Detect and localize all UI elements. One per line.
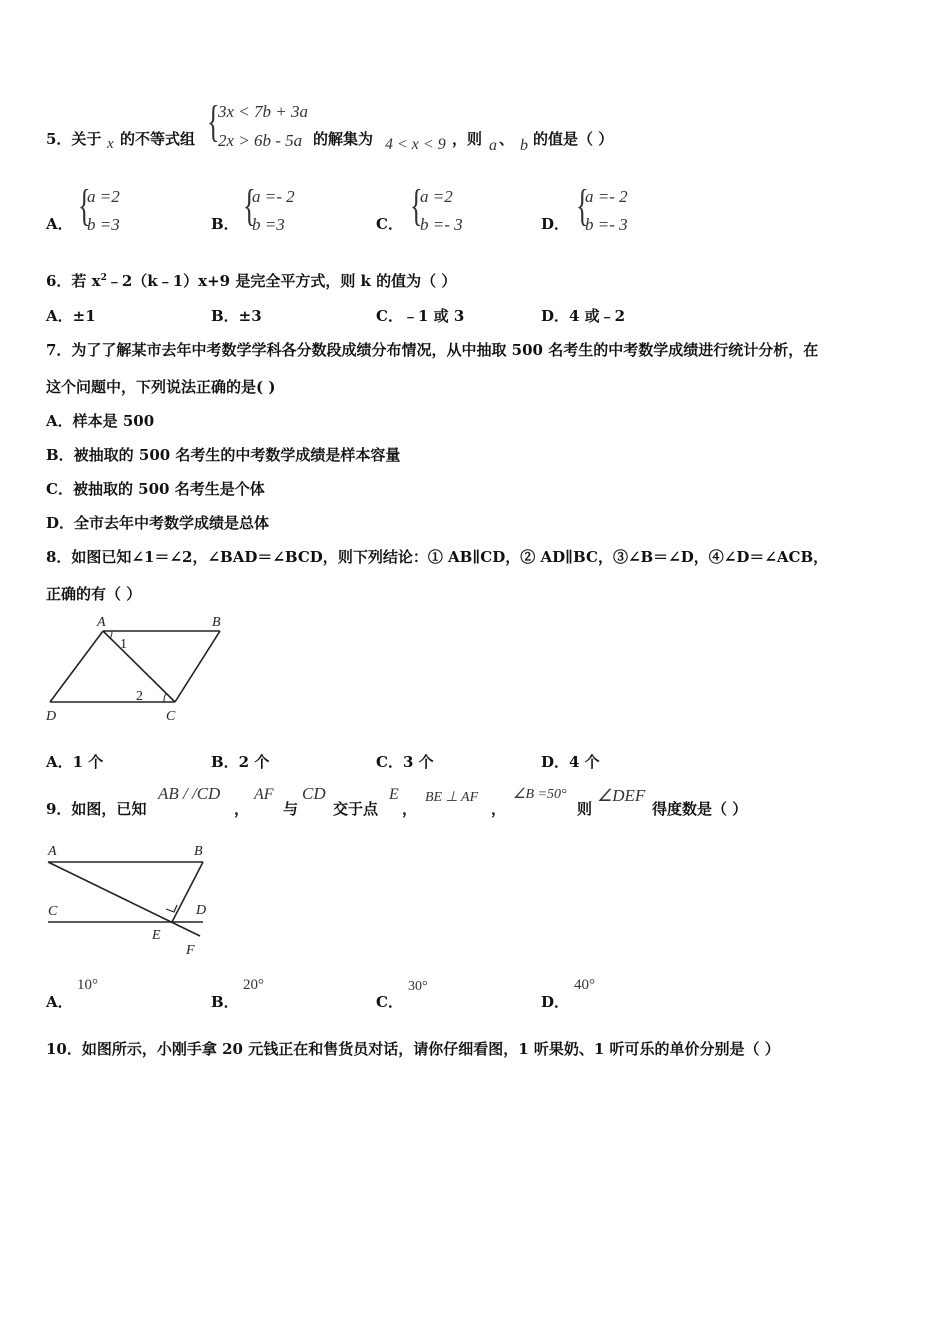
q9-suffix: 得度数是（ ） [652, 800, 748, 818]
q5-option-a-line-2: b =3 [87, 215, 120, 234]
q5-option-c-line-1: a =2 [420, 187, 453, 206]
angle-2-label: 2 [136, 689, 143, 704]
q9-option-c-label: C． [376, 993, 403, 1011]
segment-cb [175, 631, 220, 702]
q5-text-3: ，则 [452, 130, 483, 148]
q9-comma-3: ， [491, 800, 507, 818]
q9-option-a-value: 10° [77, 977, 98, 993]
q10-stem: 10．如图所示，小刚手拿 20 元钱正在和售货员对话，请你仔细看图，1 听果奶、1 听可乐的单价分别是（ ） [46, 1040, 780, 1058]
q9-option-d-label: D． [541, 993, 570, 1011]
point-a-label: A [97, 615, 106, 630]
q9-angle-b: ∠B =50° [513, 787, 567, 802]
q8-option-c[interactable]: C．3 个 [376, 753, 434, 771]
q6-option-a[interactable]: A．±1 [46, 307, 96, 325]
q8-stem-line-1: 8．如图已知∠1＝∠2，∠BAD＝∠BCD，则下列结论：① AB∥CD，② AD∥BC，③∠B＝∠D，④∠D＝∠ACB， [46, 548, 829, 566]
q9-comma-1: ， [234, 800, 250, 818]
q5-system-line-1: 3x < 7b + 3a [218, 102, 308, 121]
q9-af: AF [254, 786, 274, 803]
q9-parallel-lines-figure [40, 838, 220, 963]
q6-stem-sup: 2 [100, 273, 107, 283]
angle-1-label: 1 [120, 637, 127, 652]
q6-option-d[interactable]: D．4 或﹣2 [541, 307, 626, 325]
q5-text-2: 的解集为 [313, 130, 374, 148]
q7-option-c[interactable]: C．被抽取的 500 名考生是个体 [46, 480, 265, 498]
q5-text-4: 的值是（ ） [533, 130, 614, 148]
q7-stem-line-1: 7．为了了解某市去年中考数学学科各分数段成绩分布情况，从中抽取 500 名考生的中考数学成绩进行统计分析，在 [46, 341, 819, 359]
point-c-label: C [166, 709, 176, 724]
q9-point-d-label: D [196, 903, 207, 918]
q8-option-b[interactable]: B．2 个 [211, 753, 270, 771]
q5-option-d-line-1: a =- 2 [585, 187, 628, 206]
q9-option-b-value: 20° [243, 977, 264, 993]
q5-option-d-brace: { [576, 181, 589, 230]
q5-option-c-line-2: b =- 3 [420, 215, 463, 234]
q5-var-x: x [107, 136, 114, 152]
q9-point-c-label: C [48, 904, 58, 919]
q5-option-c-brace: { [410, 181, 423, 230]
q5-option-b-brace: { [243, 181, 256, 230]
q9-point-e: E [389, 786, 399, 803]
q5-system-brace: { [207, 97, 220, 146]
q6-option-c[interactable]: C．﹣1 或 3 [376, 307, 465, 325]
q6-stem-a: 6．若 x [46, 272, 101, 290]
q9-option-c-value: 30° [408, 979, 428, 994]
q9-angle-def: ∠DEF [597, 786, 646, 805]
angle-2-arc [164, 694, 167, 702]
q9-point-b-label: B [194, 844, 203, 859]
q9-option-b-label: B． [211, 993, 239, 1011]
q8-stem-line-2: 正确的有（ ） [46, 585, 142, 603]
q5-text-1: 的不等式组 [120, 130, 196, 148]
q9-option-d-value: 40° [574, 977, 595, 993]
q5-option-b-line-1: a =- 2 [252, 187, 295, 206]
q9-then: 则 [577, 800, 593, 818]
q7-option-b[interactable]: B．被抽取的 500 名考生的中考数学成绩是样本容量 [46, 446, 401, 464]
q5-solution-set: 4 < x < 9 [385, 136, 446, 153]
q9-ab-parallel-cd: AB / /CD [158, 784, 221, 803]
q9-option-a-label: A． [46, 993, 73, 1011]
q9-prefix: 9．如图，已知 [46, 800, 147, 818]
segment-ad [50, 631, 103, 702]
point-d-label: D [46, 709, 57, 724]
q7-option-a[interactable]: A．样本是 500 [46, 412, 155, 430]
q5-option-b-label: B． [211, 215, 239, 233]
right-angle-marker [166, 905, 177, 912]
q6-option-b[interactable]: B．±3 [211, 307, 262, 325]
q5-option-d-line-2: b =- 3 [585, 215, 628, 234]
q6-stem-b: ﹣2（k﹣1）x+9 是完全平方式，则 k 的值为（ ） [106, 272, 457, 290]
q8-option-a[interactable]: A．1 个 [46, 753, 104, 771]
q5-var-a: a [489, 137, 497, 154]
q9-be-perp-af: BE ⊥ AF [425, 790, 479, 805]
q6-stem [46, 270, 456, 291]
q8-option-d[interactable]: D．4 个 [541, 753, 600, 771]
q7-stem-line-2: 这个问题中，下列说法正确的是( ) [46, 378, 276, 396]
q9-cd: CD [302, 784, 326, 803]
q5-var-b: b [520, 137, 528, 154]
q9-point-a-label: A [48, 844, 57, 859]
q5-option-a-line-1: a =2 [87, 187, 120, 206]
point-b-label: B [212, 615, 221, 630]
q5-option-a-brace: { [78, 181, 91, 230]
q9-with: 与 [283, 800, 299, 818]
q9-point-f-label: F [186, 943, 195, 958]
q7-option-d[interactable]: D．全市去年中考数学成绩是总体 [46, 514, 270, 532]
line-af [48, 862, 200, 936]
q5-system-line-2: 2x > 6b - 5a [218, 131, 303, 150]
q5-option-d-label: D． [541, 215, 570, 233]
q8-parallelogram-figure [40, 610, 240, 728]
q5-option-b-line-2: b =3 [252, 215, 285, 234]
q9-point-e-label: E [152, 928, 161, 943]
q5-separator: 、 [499, 130, 515, 148]
q9-intersect: 交于点 [333, 800, 379, 818]
q5-option-a-label: A． [46, 215, 73, 233]
q5-option-c-label: C． [376, 215, 403, 233]
q5-prefix: 5．关于 [46, 130, 102, 148]
q9-comma-2: ， [402, 800, 418, 818]
